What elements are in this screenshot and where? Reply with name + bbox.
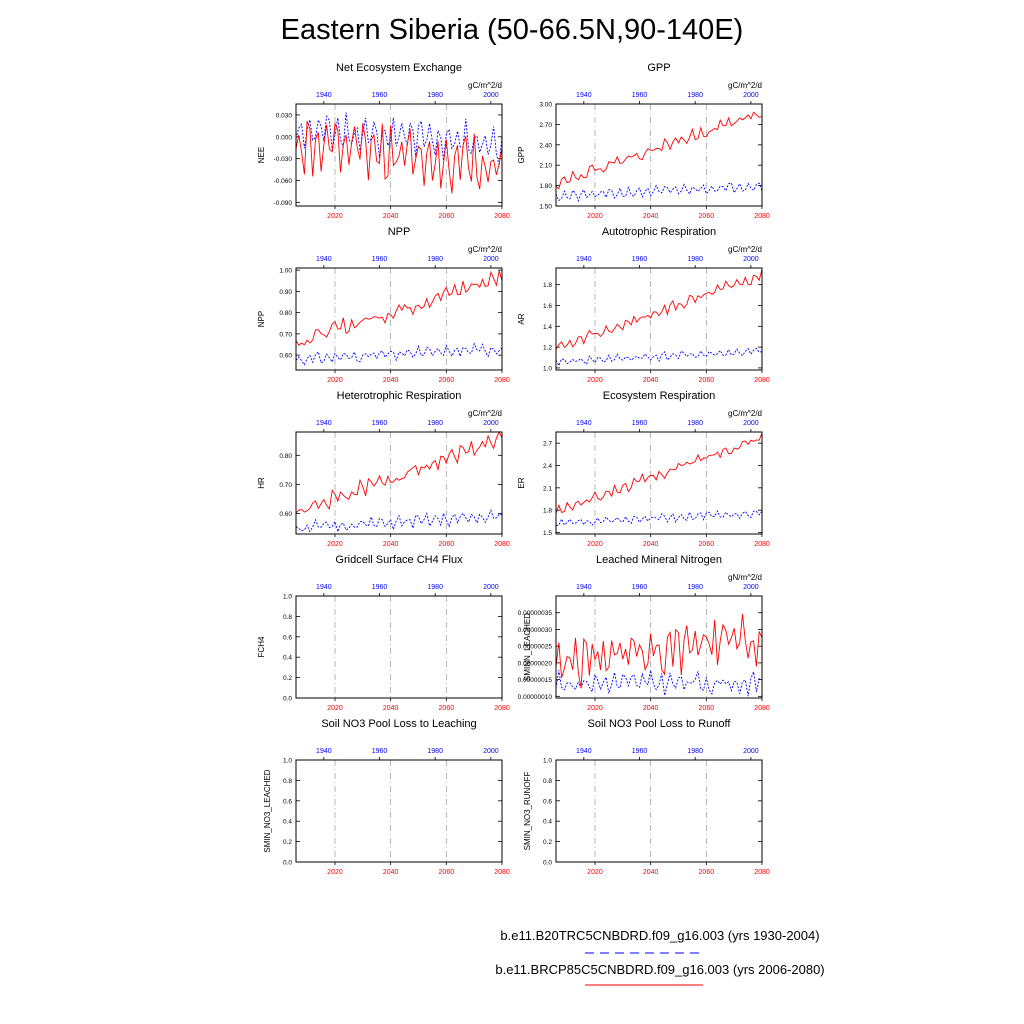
panel-nee: [257, 62, 510, 220]
x-tick-label-bottom: 2060: [698, 869, 715, 876]
panel-units: gC/m^2/d: [468, 409, 502, 418]
series-line-hist: [556, 183, 762, 201]
panel-units: gN/m^2/d: [728, 573, 762, 582]
y-tick-label: 0.0: [542, 859, 552, 867]
y-tick-label: 1.5: [542, 530, 552, 538]
x-tick-label-top: 1960: [631, 256, 648, 263]
x-tick-label-bottom: 2020: [587, 213, 603, 220]
panel-title: Ecosystem Respiration: [602, 390, 716, 402]
x-tick-label-top: 1940: [576, 256, 592, 263]
x-tick-label-bottom: 2060: [438, 705, 455, 712]
x-tick-label-top: 2000: [743, 92, 759, 99]
y-tick-label: 3.00: [539, 101, 552, 109]
plot-frame: [296, 760, 502, 862]
panel-title: Autotrophic Respiration: [601, 226, 717, 238]
x-tick-label-bottom: 2080: [754, 705, 770, 712]
y-tick-label: 1.00: [279, 267, 292, 275]
x-tick-label-bottom: 2080: [754, 377, 770, 384]
legend-label-future: b.e11.BRCP85C5CNBDRD.f09_g16.003 (yrs 2006-2080): [495, 962, 825, 977]
x-tick-label-bottom: 2040: [642, 541, 659, 548]
panel-ar: [517, 226, 770, 384]
series-line-hist: [556, 670, 762, 696]
x-tick-label-top: 1980: [687, 256, 703, 263]
y-tick-label: 1.80: [539, 183, 552, 191]
x-tick-label-top: 1940: [316, 92, 332, 99]
x-tick-label-top: 2000: [483, 584, 499, 591]
y-tick-label: 0.00000010: [517, 693, 552, 701]
x-tick-label-top: 1960: [371, 420, 388, 427]
panel-smin-no3-runoff: [523, 718, 770, 876]
series-line-future: [556, 433, 762, 514]
x-tick-label-top: 1940: [316, 748, 332, 755]
x-tick-label-top: 1980: [687, 584, 703, 591]
panel-title: GPP: [647, 62, 671, 74]
x-tick-label-top: 1940: [576, 420, 592, 427]
x-tick-label-bottom: 2040: [382, 869, 399, 876]
y-axis-label: FCH4: [257, 636, 266, 658]
y-tick-label: 0.80: [279, 310, 292, 318]
x-tick-label-bottom: 2060: [698, 705, 715, 712]
y-tick-label: 2.1: [542, 485, 552, 493]
y-tick-label: 2.4: [542, 463, 552, 471]
y-axis-label: SMIN_NO3_RUNOFF: [523, 771, 532, 851]
y-tick-label: 1.50: [539, 203, 552, 211]
plot-frame: [556, 760, 762, 862]
x-tick-label-bottom: 2080: [754, 541, 770, 548]
x-tick-label-top: 1940: [576, 748, 592, 755]
x-tick-label-bottom: 2060: [438, 213, 455, 220]
series-line-future: [556, 614, 762, 688]
y-tick-label: 0.030: [275, 112, 292, 120]
x-tick-label-top: 1960: [371, 748, 388, 755]
x-tick-label-top: 1980: [687, 92, 703, 99]
y-tick-label: 0.8: [282, 777, 292, 785]
panel-er: [517, 390, 770, 548]
y-tick-label: 0.8: [542, 777, 552, 785]
panel-title: Net Ecosystem Exchange: [336, 62, 462, 74]
y-tick-label: 0.8: [282, 613, 292, 621]
series-line-hist: [296, 510, 502, 531]
panel-units: gC/m^2/d: [728, 409, 762, 418]
legend-label-hist: b.e11.B20TRC5CNBDRD.f09_g16.003 (yrs 1930-2004): [500, 928, 820, 943]
y-tick-label: 0.00000015: [517, 677, 552, 685]
x-tick-label-top: 1980: [427, 420, 443, 427]
x-tick-label-bottom: 2040: [382, 213, 399, 220]
x-tick-label-top: 1960: [371, 584, 388, 591]
x-tick-label-top: 2000: [483, 92, 499, 99]
series-line-future: [296, 121, 502, 193]
series-line-future: [556, 112, 762, 189]
y-tick-label: 0.0: [282, 859, 292, 867]
y-axis-label: NEE: [257, 146, 266, 164]
y-axis-label: ER: [517, 477, 526, 489]
y-tick-label: 0.00000030: [517, 626, 552, 634]
panel-hr: [257, 390, 510, 548]
y-axis-label: SMIN_NO3_LEACHED: [263, 769, 272, 853]
y-tick-label: 1.0: [542, 757, 552, 765]
x-tick-label-bottom: 2080: [754, 213, 770, 220]
panel-units: gC/m^2/d: [468, 245, 502, 254]
legend-line-hist: [585, 950, 715, 956]
x-tick-label-top: 2000: [483, 256, 499, 263]
y-tick-label: 0.2: [282, 839, 292, 847]
y-tick-label: 0.2: [282, 675, 292, 683]
panel-units: gC/m^2/d: [728, 245, 762, 254]
x-tick-label-bottom: 2020: [327, 705, 343, 712]
x-tick-label-bottom: 2060: [438, 541, 455, 548]
page-title: Eastern Siberia (50-66.5N,90-140E): [280, 14, 744, 46]
x-tick-label-bottom: 2020: [327, 213, 343, 220]
x-tick-label-top: 1960: [631, 584, 648, 591]
y-tick-label: 1.0: [282, 757, 292, 765]
x-tick-label-bottom: 2020: [587, 377, 603, 384]
x-tick-label-bottom: 2040: [382, 705, 399, 712]
y-axis-label: HR: [257, 477, 266, 489]
x-tick-label-bottom: 2040: [382, 377, 399, 384]
x-tick-label-top: 1980: [687, 420, 703, 427]
x-tick-label-top: 2000: [483, 748, 499, 755]
x-tick-label-top: 2000: [483, 420, 499, 427]
x-tick-label-top: 1940: [316, 256, 332, 263]
plot-frame: [556, 432, 762, 534]
y-tick-label: 0.0: [282, 695, 292, 703]
y-tick-label: 1.0: [282, 593, 292, 601]
series-line-hist: [556, 348, 762, 365]
x-tick-label-bottom: 2080: [494, 705, 510, 712]
panel-npp: [257, 226, 510, 384]
x-tick-label-bottom: 2020: [327, 377, 343, 384]
y-tick-label: 0.60: [279, 511, 292, 519]
panel-sminn-leached: [518, 554, 770, 712]
y-tick-label: 0.4: [542, 818, 552, 826]
y-axis-label: AR: [517, 313, 526, 325]
y-tick-label: 1.0: [542, 365, 552, 373]
panel-fch4: [257, 554, 510, 712]
series-line-future: [556, 269, 762, 349]
x-tick-label-bottom: 2080: [494, 213, 510, 220]
panel-gpp: [517, 62, 770, 220]
series-line-future: [296, 432, 502, 513]
plot-frame: [296, 596, 502, 698]
x-tick-label-top: 1940: [576, 584, 592, 591]
x-tick-label-bottom: 2080: [754, 869, 770, 876]
y-tick-label: -0.030: [273, 156, 292, 164]
panel-title: Gridcell Surface CH4 Flux: [335, 554, 463, 566]
x-tick-label-bottom: 2060: [698, 377, 715, 384]
y-tick-label: 2.10: [539, 162, 552, 170]
y-tick-label: 0.60: [279, 352, 292, 360]
x-tick-label-top: 2000: [743, 256, 759, 263]
x-tick-label-bottom: 2080: [494, 541, 510, 548]
panel-title: NPP: [387, 226, 411, 238]
x-tick-label-bottom: 2040: [642, 869, 659, 876]
x-tick-label-bottom: 2060: [698, 213, 715, 220]
x-tick-label-top: 1980: [427, 584, 443, 591]
x-tick-label-top: 1980: [687, 748, 703, 755]
x-tick-label-bottom: 2020: [587, 705, 603, 712]
x-tick-label-top: 1960: [631, 92, 648, 99]
y-tick-label: 0.00000025: [517, 643, 552, 651]
x-tick-label-bottom: 2020: [587, 541, 603, 548]
x-tick-label-bottom: 2060: [698, 541, 715, 548]
panel-title: Soil NO3 Pool Loss to Runoff: [587, 718, 731, 730]
y-tick-label: 0.70: [279, 481, 292, 489]
y-tick-label: -0.060: [273, 178, 292, 185]
y-tick-label: 2.70: [539, 121, 552, 129]
x-tick-label-top: 2000: [743, 420, 759, 427]
panel-title: Leached Mineral Nitrogen: [596, 554, 722, 566]
x-tick-label-bottom: 2020: [587, 869, 603, 876]
y-tick-label: 0.80: [279, 452, 292, 460]
x-tick-label-top: 2000: [743, 584, 759, 591]
series-line-hist: [296, 344, 502, 365]
x-tick-label-bottom: 2020: [327, 869, 343, 876]
y-tick-label: 0.2: [542, 839, 552, 847]
series-line-hist: [296, 113, 502, 166]
x-tick-label-bottom: 2060: [438, 869, 455, 876]
y-tick-label: 0.00000020: [517, 660, 552, 668]
y-tick-label: 1.8: [542, 282, 552, 290]
x-tick-label-bottom: 2080: [494, 377, 510, 384]
x-tick-label-bottom: 2080: [494, 869, 510, 876]
series-line-future: [296, 271, 502, 345]
legend-line-future: [585, 982, 715, 988]
y-tick-label: 0.6: [542, 798, 552, 806]
x-tick-label-top: 2000: [743, 748, 759, 755]
panel-title: Soil NO3 Pool Loss to Leaching: [321, 718, 477, 730]
y-tick-label: 0.4: [282, 818, 292, 826]
y-tick-label: 0.00000035: [517, 610, 552, 618]
y-tick-label: 1.4: [542, 323, 552, 331]
y-axis-label: SMINN_LEACHED: [523, 612, 532, 682]
y-tick-label: 1.2: [542, 344, 552, 352]
x-tick-label-top: 1960: [631, 420, 648, 427]
x-tick-label-top: 1980: [427, 92, 443, 99]
x-tick-label-top: 1960: [371, 92, 388, 99]
x-tick-label-bottom: 2040: [642, 377, 659, 384]
y-axis-label: GPP: [517, 146, 526, 164]
x-tick-label-top: 1980: [427, 748, 443, 755]
y-tick-label: 0.6: [282, 798, 292, 806]
x-tick-label-bottom: 2040: [642, 705, 659, 712]
plot-frame: [296, 432, 502, 534]
x-tick-label-top: 1940: [576, 92, 592, 99]
x-tick-label-bottom: 2040: [382, 541, 399, 548]
y-tick-label: -0.090: [273, 199, 292, 207]
y-tick-label: 0.6: [282, 634, 292, 642]
panel-title: Heterotrophic Respiration: [336, 390, 462, 402]
y-tick-label: 0.000: [275, 134, 292, 142]
y-tick-label: 2.7: [542, 440, 552, 448]
x-tick-label-top: 1940: [316, 420, 332, 427]
x-tick-label-bottom: 2060: [438, 377, 455, 384]
panel-smin-no3-leached: [263, 718, 510, 876]
x-tick-label-bottom: 2040: [642, 213, 659, 220]
y-tick-label: 0.4: [282, 654, 292, 662]
y-tick-label: 0.70: [279, 331, 292, 339]
x-tick-label-top: 1960: [371, 256, 388, 263]
series-line-hist: [556, 511, 762, 526]
y-axis-label: NPP: [257, 310, 266, 328]
y-tick-label: 1.6: [542, 302, 552, 310]
y-tick-label: 0.90: [279, 288, 292, 296]
x-tick-label-top: 1960: [631, 748, 648, 755]
y-tick-label: 2.40: [539, 142, 552, 150]
x-tick-label-top: 1940: [316, 584, 332, 591]
panel-units: gC/m^2/d: [468, 81, 502, 90]
x-tick-label-top: 1980: [427, 256, 443, 263]
x-tick-label-bottom: 2020: [327, 541, 343, 548]
y-tick-label: 1.8: [542, 507, 552, 515]
panel-units: gC/m^2/d: [728, 81, 762, 90]
